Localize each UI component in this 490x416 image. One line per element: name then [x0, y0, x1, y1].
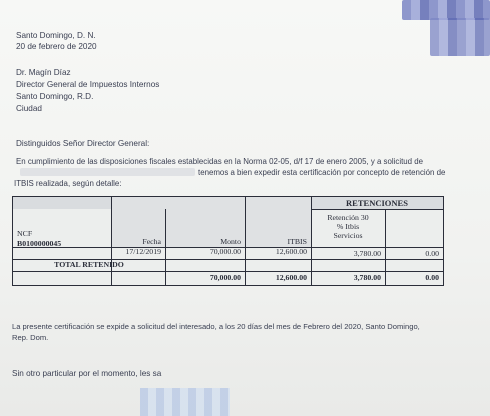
recipient-title: Director General de Impuestos Internos — [16, 80, 160, 89]
header-ret30-l2: % Itbis — [336, 222, 360, 231]
row-fecha: 17/12/2019 — [125, 247, 161, 256]
row-ret30: 3,780.00 — [353, 249, 381, 258]
redacted-company — [20, 168, 195, 176]
header-ret30-l1: Retención 30 — [327, 213, 369, 222]
row-other: 0.00 — [425, 249, 439, 258]
row-itbis: 12,600.00 — [275, 247, 307, 256]
header-monto: Monto — [220, 237, 241, 246]
total-ret30: 3,780.00 — [353, 273, 381, 282]
redacted-logo — [402, 0, 490, 20]
recipient-city2: Ciudad — [16, 104, 42, 113]
letter-place: Santo Domingo, D. N. — [16, 31, 96, 40]
header-ncf: NCF — [17, 229, 33, 238]
recipient-city: Santo Domingo, R.D. — [16, 92, 94, 101]
recipient-name: Dr. Magín Díaz — [16, 68, 71, 77]
total-itbis: 12,600.00 — [275, 273, 307, 282]
header-fecha: Fecha — [142, 237, 161, 246]
paragraph2-line1: La presente certificación se expide a solicitud del interesado, a los 20 días del mes de Febrero del 2020, Santo Domingo, — [12, 322, 420, 331]
row-ncf: B0100000045 — [17, 239, 62, 248]
retention-table — [12, 196, 444, 286]
total-monto: 70,000.00 — [209, 273, 241, 282]
row-monto: 70,000.00 — [209, 247, 241, 256]
header-itbis: ITBIS — [287, 237, 307, 246]
total-label: TOTAL RETENIDO — [54, 260, 124, 269]
closing-line: Sin otro particular por el momento, les sa — [12, 369, 162, 378]
retenciones-header: RETENCIONES — [346, 198, 408, 208]
letter-date: 20 de febrero de 2020 — [16, 42, 97, 51]
paragraph1-line2: tenemos a bien expedir esta certificación por concepto de retención de — [198, 168, 446, 177]
header-ret30-l3: Servicios — [333, 231, 363, 240]
redacted-signature — [140, 388, 230, 416]
paragraph1-line1: En cumplimiento de las disposiciones fiscales establecidas en la Norma 02-05, d/f 17 de enero 2005, y a solicitud de — [16, 157, 424, 166]
paragraph1-line3: ITBIS realizada, según detalle: — [14, 179, 122, 188]
redacted-logo-lower — [430, 18, 490, 56]
paragraph2-line2: Rep. Dom. — [12, 333, 49, 342]
total-other: 0.00 — [425, 273, 439, 282]
salutation: Distinguidos Señor Director General: — [16, 139, 150, 148]
